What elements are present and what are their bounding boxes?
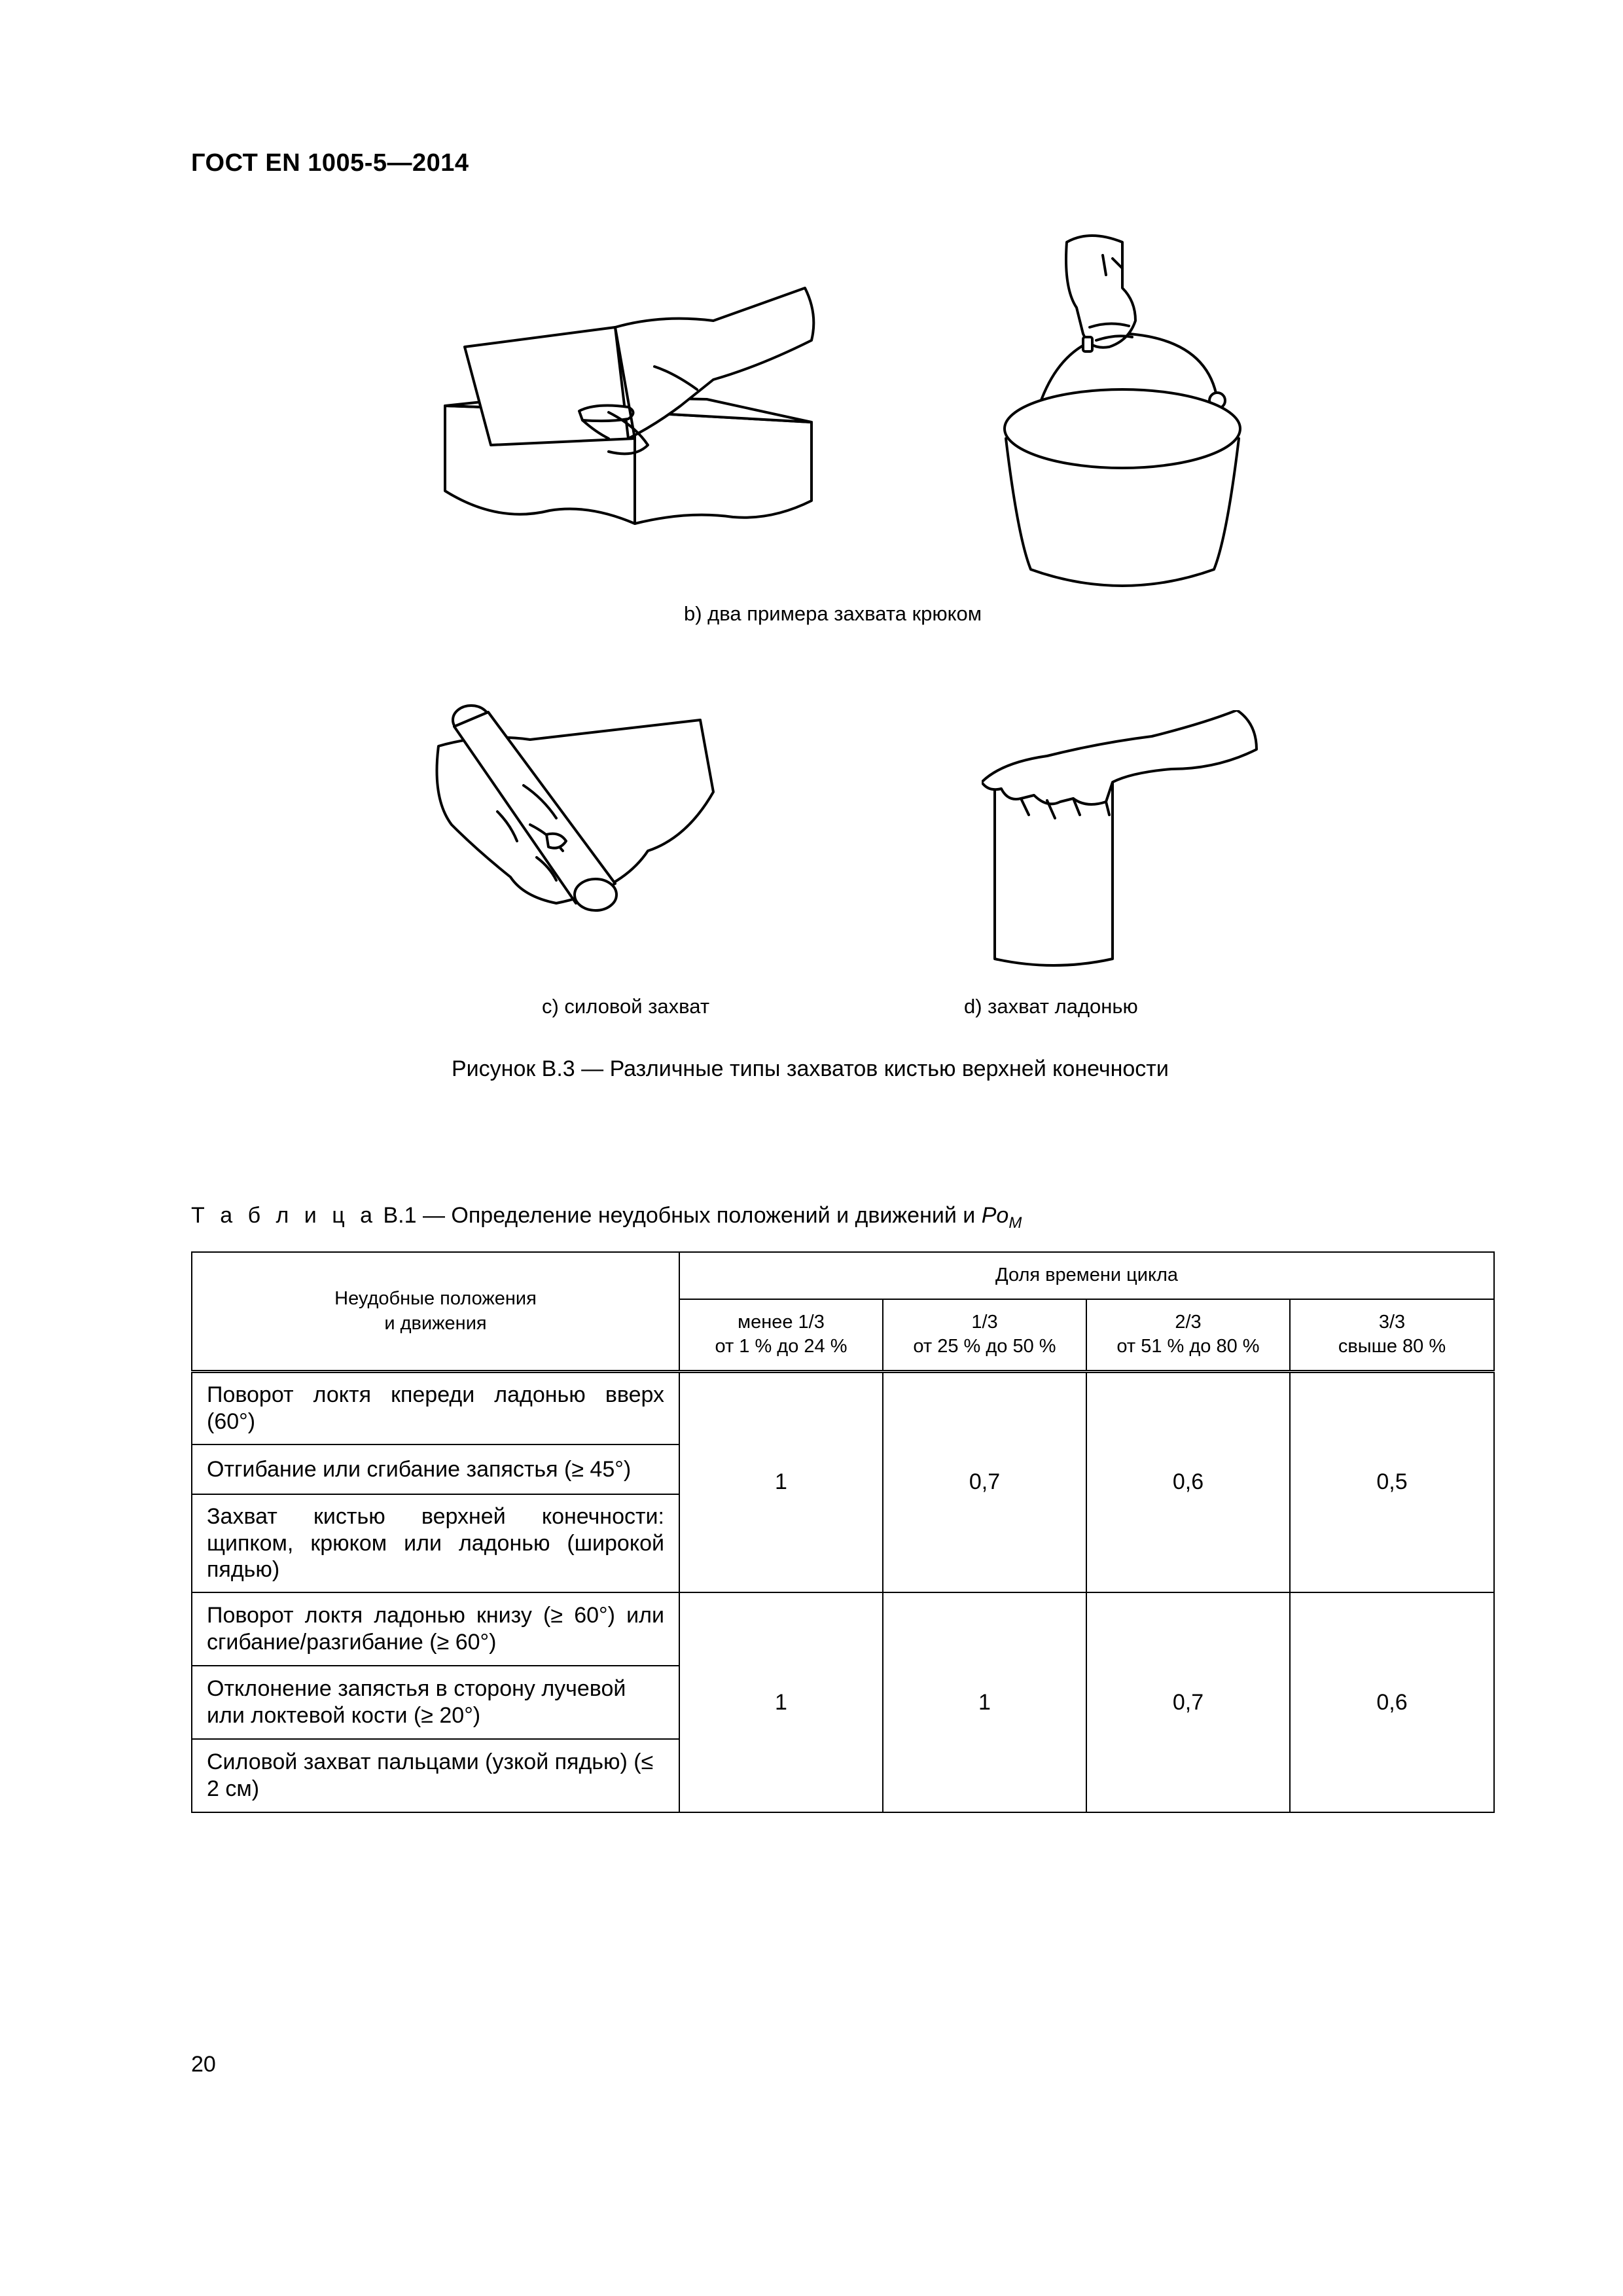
table-title-symbol: Po	[981, 1203, 1009, 1228]
table-row	[192, 1592, 1494, 1666]
header-col-1: менее 1/3 от 1 % до 24 %	[679, 1299, 883, 1371]
table-header-row	[192, 1252, 1494, 1299]
page-number: 20	[191, 2052, 216, 2077]
hook-grip-box-illustration	[438, 275, 831, 589]
row-label: Поворот локтя кпереди ладонью вверх (60°)	[192, 1371, 679, 1444]
value-cell: 0,6	[1086, 1371, 1290, 1592]
value-cell: 1	[679, 1371, 883, 1592]
row-label: Отклонение запястья в сторону лучевой или локтевой кости (≥ 20°)	[192, 1666, 679, 1739]
awkward-postures-table	[191, 1251, 1495, 1813]
value-cell: 1	[883, 1592, 1086, 1812]
row-label: Отгибание или сгибание запястья (≥ 45°)	[192, 1444, 679, 1494]
caption-hook-grip: b) два примера захвата крюком	[684, 602, 982, 625]
caption-palm-grip: d) захват ладонью	[964, 995, 1138, 1018]
row-label: Силовой захват пальцами (узкой пядью) (≤ 2 см)	[192, 1739, 679, 1812]
value-cell: 0,5	[1290, 1371, 1494, 1592]
table-row	[192, 1371, 1494, 1444]
document-number: ГОСТ EN 1005-5—2014	[191, 149, 469, 177]
figure-title: Рисунок В.3 — Различные типы захватов кистью верхней конечности	[452, 1056, 1169, 1081]
row-label: Захват кистью верхней конечности: щипком, крюком или ладонью (широкой пядью)	[192, 1494, 679, 1592]
row-label: Поворот локтя ладонью книзу (≥ 60°) или сгибание/разгибание (≥ 60°)	[192, 1592, 679, 1666]
value-cell: 0,7	[1086, 1592, 1290, 1812]
table-title	[191, 1203, 1022, 1232]
header-cycle-share: Доля времени цикла	[679, 1252, 1494, 1299]
power-grip-illustration	[425, 694, 720, 936]
header-col-4: 3/3 свыше 80 %	[1290, 1299, 1494, 1371]
bucket-hook-grip-illustration	[991, 229, 1253, 602]
header-col-2: 1/3 от 25 % до 50 %	[883, 1299, 1086, 1371]
header-postures: Неудобные положения и движения	[192, 1252, 679, 1371]
table-title-text: В.1 — Определение неудобных положений и движений и	[383, 1203, 976, 1228]
value-cell: 0,7	[883, 1371, 1086, 1592]
value-cell: 1	[679, 1592, 883, 1812]
header-col-3: 2/3 от 51 % до 80 %	[1086, 1299, 1290, 1371]
caption-power-grip: с) силовой захват	[542, 995, 710, 1018]
table-title-subscript: M	[1008, 1214, 1022, 1232]
table-title-prefix: Т а б л и ц а	[191, 1203, 378, 1228]
palm-grip-illustration	[982, 710, 1270, 975]
value-cell: 0,6	[1290, 1592, 1494, 1812]
